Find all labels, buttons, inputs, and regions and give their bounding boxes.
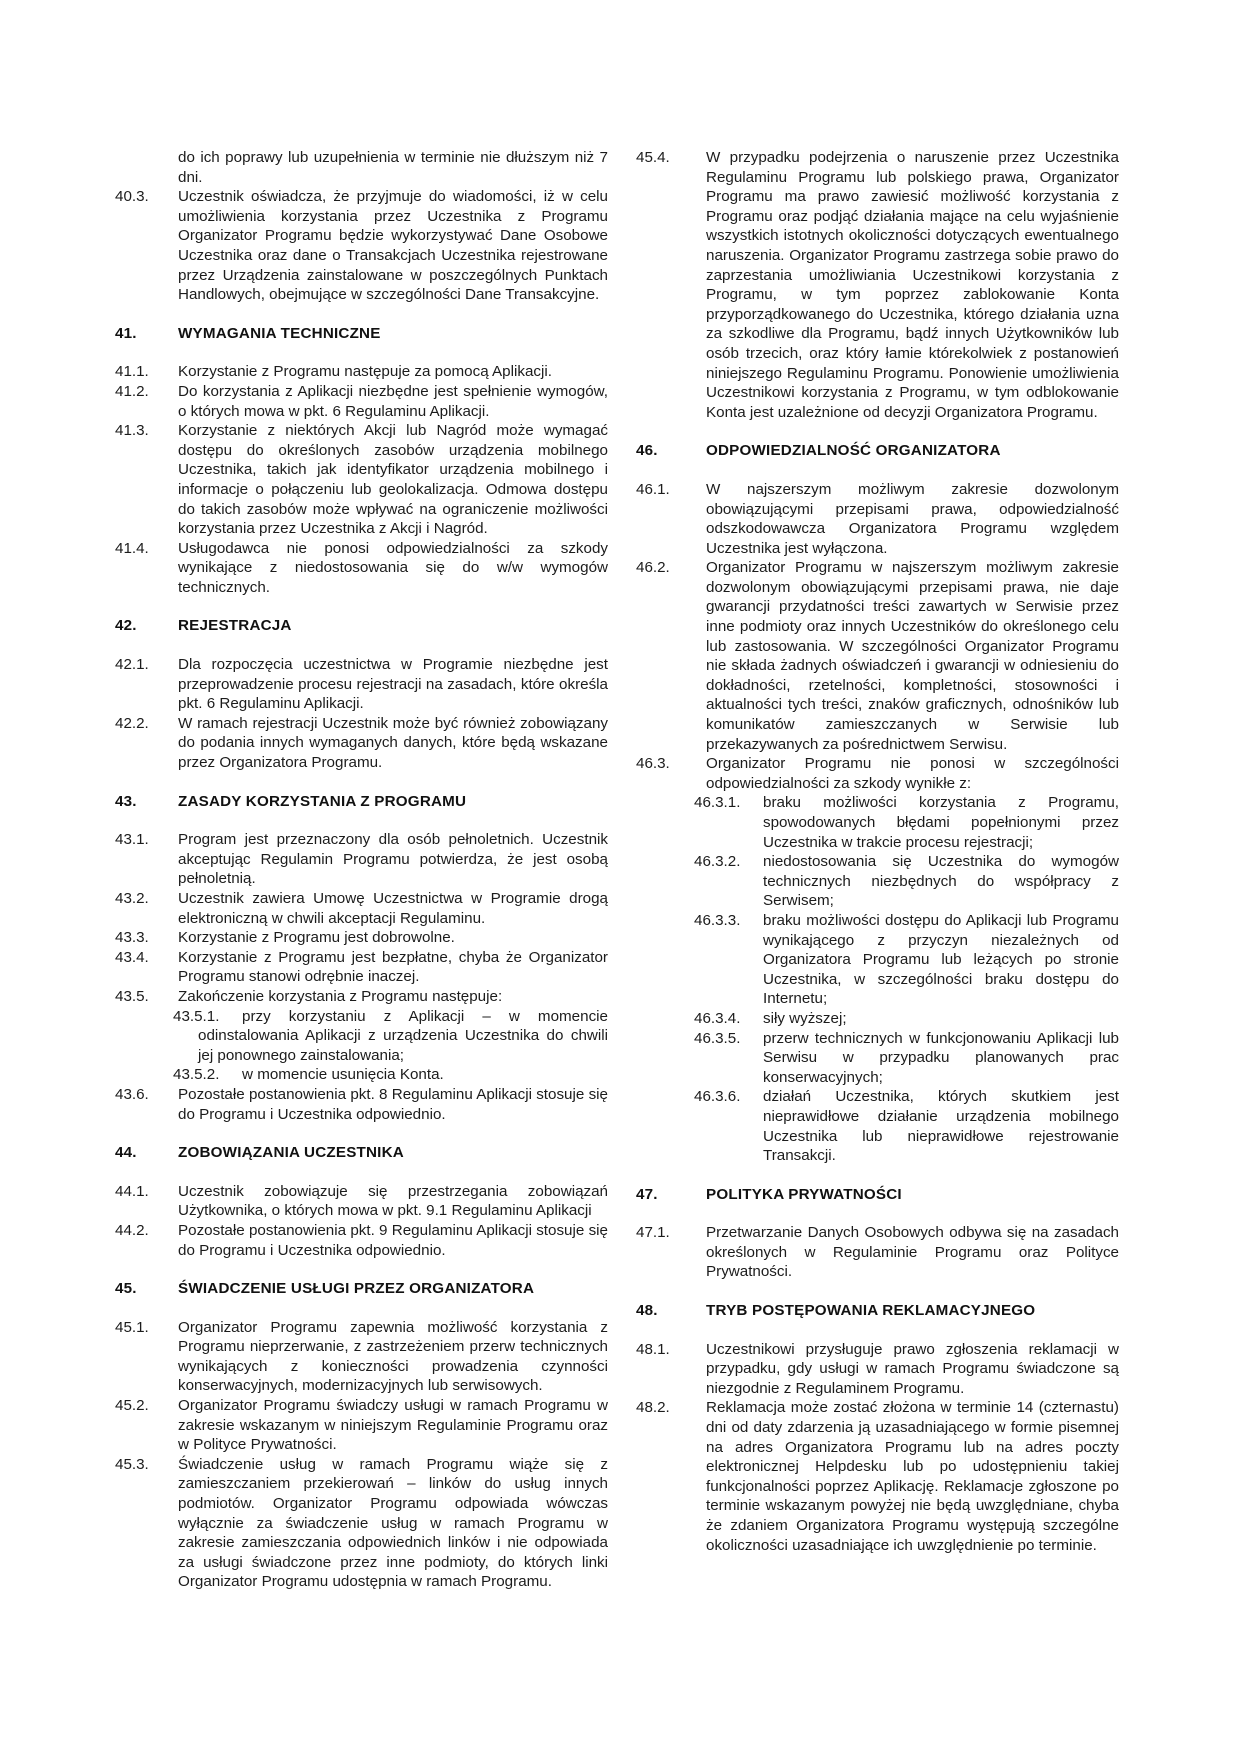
clause-text: Korzystanie z Programu następuje za pomocą Aplikacji. [178,363,552,381]
clause-text: Uczestnikowi przysługuje prawo zgłoszenia reklamacji w przypadku, gdy usługi w ramach Programu świadczone są niezgodnie z Regulaminem Programu. [706,1340,1119,1397]
subclause [173,1007,608,1066]
two-column-layout [115,148,1119,1592]
subclause-text: braku możliwości korzystania z Programu, spowodowanych błędami popełnionymi przez Uczestnika w trakcie procesu rejestracji; [763,794,1119,851]
section-number: 46. [636,442,658,460]
subclause-number: 46.3.2. [694,853,741,871]
section-number: 43. [115,792,137,810]
clause-number: 42.2. [115,714,149,732]
subclause-text: braku możliwości dostępu do Aplikacji lub Programu wynikającego z przyczyn niezależnych od Organizatora Programu lub leżących po stronie Uczestnika, w szczególności braku dostępu do Internetu; [763,911,1119,1008]
clause [115,382,608,421]
clause [115,928,608,948]
subclause-text: w momencie usunięcia Konta. [242,1066,444,1084]
section-heading [636,1185,1119,1205]
clause-number: 41.3. [115,422,149,440]
clause-number: 46.2. [636,559,670,577]
clause-text: Organizator Programu w najszerszym możliwym zakresie dozwolonym obowiązującymi przepisami prawa, nie daje gwarancji przydatności treści zawartych w Serwisie przez inne podmioty oraz innych Uczestników do określonego celu lub zastosowania. W szczególności Organizator Programu nie składa żadnych oświadczeń i gwarancji w odniesieniu do dokładności, rzetelności, kompletności, stosowności i aktualności tych treści, znaków graficznych, odnośników lub komunikatów zamieszczanych w Serwisie lub przekazywanych za pośrednictwem Serwisu. [706,559,1119,753]
section-number: 48. [636,1302,658,1320]
clause [115,830,608,889]
section-number: 41. [115,324,137,342]
section-heading [115,616,608,636]
clause-text: W przypadku podejrzenia o naruszenie przez Uczestnika Regulaminu Programu lub polskiego prawa, Organizator Programu ma prawo zawiesić możliwość korzystania z Programu oraz podjąć działania mające na celu wyjaśnienie wszystkich istotnych okoliczności dotyczących ewentualnego naruszenia. Organizator Programu zastrzega sobie prawo do zaprzestania umożliwiania Uczestnikowi korzystania z Programu, w tym poprzez zablokowanie Konta przyporządkowanego do Uczestnika, którego działania uzna za szkodliwe dla Programu, bądź innych Użytkowników lub osób trzecich, oraz który łamie którekolwiek z postanowień niniejszego Regulaminu Programu. Ponowienie umożliwienia Uczestnikowi korzystania z Programu, w tym odblokowanie Konta jest uzależnione od decyzji Organizatora Programu. [706,149,1119,421]
clause-number: 45.1. [115,1318,149,1336]
clause-number: 41.4. [115,539,149,557]
section-heading [115,1143,608,1163]
clause [636,1340,1119,1399]
clause-number: 48.2. [636,1399,670,1417]
clause [636,754,1119,793]
subclause-number: 46.3.6. [694,1088,741,1106]
subclause-number: 46.3.4. [694,1009,741,1027]
clause-number: 43.4. [115,948,149,966]
clause [115,987,608,1007]
subclause [694,1009,1119,1029]
subclause [694,793,1119,852]
subclause-text: siły wyższej; [763,1009,847,1027]
clause-number: 44.1. [115,1182,149,1200]
section-number: 44. [115,1144,137,1162]
clause-number: 41.1. [115,363,149,381]
clause-text: Organizator Programu świadczy usługi w ramach Programu w zakresie wskazanym w niniejszym Regulaminie Programu oraz w Polityce Prywatności. [178,1397,608,1454]
clause-number: 43.2. [115,890,149,907]
clause-number: 43.3. [115,929,149,947]
section-title: POLITYKA PRYWATNOŚCI [706,1185,902,1203]
section-heading [115,324,608,344]
clause [636,148,1119,422]
clause-number [115,148,178,187]
clause-text: Uczestnik zobowiązuje się przestrzegania zobowiązań Użytkownika, o których mowa w pkt. 9.1 Regulaminu Aplikacji [178,1182,608,1220]
clause-text: Korzystanie z Programu jest dobrowolne. [178,929,455,947]
clause-number: 42.1. [115,656,149,674]
clause-text: Reklamacja może zostać złożona w terminie 14 (czternastu) dni od daty zdarzenia ją uzasadniającego w formie pisemnej na adres Organizatora Programu lub na adres poczty elektronicznej Helpdesku lub po udostępnieniu takiej funkcjonalności poprzez Aplikację. Reklamacje zgłoszone po terminie wskazanym powyżej nie będą uwzględniane, chyba że zdaniem Organizatora Programu występują szczególne okoliczności uzasadniające ich uwzględnienie po terminie. [706,1399,1119,1554]
clause [115,714,608,773]
clause-number: 40.3. [115,188,149,206]
clause-text: Program jest przeznaczony dla osób pełnoletnich. Uczestnik akceptując Regulamin Programu potwierdza, że jest osobą pełnoletnią. [178,831,608,888]
section-title: TRYB POSTĘPOWANIA REKLAMACYJNEGO [706,1302,1036,1320]
clause [636,1223,1119,1282]
section-number: 47. [636,1185,658,1203]
clause [115,1221,608,1260]
clause-number: 46.3. [636,755,670,773]
clause [115,1396,608,1455]
subclause [694,1087,1119,1165]
section-heading [636,1301,1119,1321]
clause [115,655,608,714]
clause [115,148,608,187]
clause-text: Usługodawca nie ponosi odpowiedzialności za szkody wynikające z niedostosowania się do w/w wymogów technicznych. [178,539,608,596]
clause-text: Uczestnik zawiera Umowę Uczestnictwa w Programie drogą elektroniczną w chwili akceptacji Regulaminu. [178,890,608,927]
right-column [636,148,1119,1592]
clause-number: 45.2. [115,1397,149,1415]
clause [115,1085,608,1124]
section-heading [115,1279,608,1299]
clause [636,480,1119,558]
clause [115,948,608,987]
clause-number: 43.6. [115,1085,149,1103]
clause [636,558,1119,754]
clause-number: 43.1. [115,831,149,849]
subclause-number: 46.3.5. [694,1029,741,1047]
section-heading [115,792,608,812]
clause-text: Pozostałe postanowienia pkt. 9 Regulaminu Aplikacji stosuje się do Programu i Uczestnika odpowiednio. [178,1221,608,1259]
left-column [115,148,608,1592]
clause-number: 44.2. [115,1221,149,1239]
subclause-text: przy korzystaniu z Aplikacji – w momencie odinstalowania Aplikacji z urządzenia Uczestnika do chwili jej ponownego zainstalowania; [198,1007,608,1064]
clause-number: 45.4. [636,149,670,166]
clause-text: Uczestnik oświadcza, że przyjmuje do wiadomości, iż w celu umożliwienia korzystania przez Uczestnika z Programu Organizator Programu będzie wykorzystywać Dane Osobowe Uczestnika oraz dane o Transakcjach Uczestnika rejestrowane przez Urządzenia zainstalowane w poszczególnych Punktach Handlowych, obejmujące w szczególności Dane Transakcyjne. [178,188,608,304]
section-title: WYMAGANIA TECHNICZNE [178,324,381,342]
clause-text: W najszerszym możliwym zakresie dozwolonym obowiązującymi przepisami prawa, odpowiedzialność odszkodowawcza Organizatora Programu względem Uczestnika jest wyłączona. [706,480,1119,557]
clause-text: Korzystanie z niektórych Akcji lub Nagród może wymagać dostępu do określonych zasobów urządzenia mobilnego Uczestnika, takich jak identyfikator urządzenia mobilnego i informacje o połączeniu lub geolokalizacja. Odmowa dostępu do takich zasobów może wpływać na ograniczenie możliwości korzystania przez Uczestnika z Akcji i Nagród. [178,422,608,538]
subclause-text: niedostosowania się Uczestnika do wymogów technicznych niezbędnych do współpracy z Serwisem; [763,853,1119,910]
subclause [694,911,1119,1009]
clause-number: 48.1. [636,1340,670,1358]
clause-text: do ich poprawy lub uzupełnienia w terminie nie dłuższym niż 7 dni. [178,149,608,186]
subclause [173,1065,608,1085]
clause-text: Korzystanie z Programu jest bezpłatne, chyba że Organizator Programu stanowi odrębnie inaczej. [178,948,608,986]
clause-text: Pozostałe postanowienia pkt. 8 Regulaminu Aplikacji stosuje się do Programu i Uczestnika odpowiednio. [178,1085,608,1123]
clause [115,187,608,305]
clause-number: 45.3. [115,1455,149,1473]
section-title: ŚWIADCZENIE USŁUGI PRZEZ ORGANIZATORA [178,1280,535,1298]
clause-number: 41.2. [115,382,149,400]
clause-text: Organizator Programu nie ponosi w szczególności odpowiedzialności za szkody wynikłe z: [706,755,1119,792]
clause [115,539,608,598]
clause [115,362,608,382]
section-number: 42. [115,617,137,635]
section-title: ZOBOWIĄZANIA UCZESTNIKA [178,1144,404,1162]
subclause-number: 46.3.1. [694,794,741,812]
subclause-number: 46.3.3. [694,911,741,929]
subclause [694,1029,1119,1088]
clause-text: Dla rozpoczęcia uczestnictwa w Programie niezbędne jest przeprowadzenie procesu rejestracji na zasadach, które określa pkt. 6 Regulaminu Aplikacji. [178,656,608,713]
clause [115,1182,608,1221]
clause [115,1318,608,1396]
clause-text: Organizator Programu zapewnia możliwość korzystania z Programu nieprzerwanie, z zastrzeżeniem przerw technicznych wynikających z konieczności prowadzenia czynności konserwacyjnych, modernizacyjnych lub serwisowych. [178,1318,608,1395]
clause-text: Do korzystania z Aplikacji niezbędne jest spełnienie wymogów, o których mowa w pkt. 6 Regulaminu Aplikacji. [178,382,608,420]
section-title: ODPOWIEDZIALNOŚĆ ORGANIZATORA [706,442,1001,460]
section-heading [636,441,1119,461]
clause-number: 46.1. [636,480,670,498]
subclause-number: 43.5.2. [173,1066,220,1084]
section-number: 45. [115,1280,137,1298]
clause-text: Zakończenie korzystania z Programu następuje: [178,987,503,1005]
subclause-number: 43.5.1. [173,1007,220,1025]
clause-text: Świadczenie usług w ramach Programu wiąże się z zamieszczaniem przekierowań – linków do usług innych podmiotów. Organizator Programu odpowiada wówczas wyłącznie za świadczenie usług w ramach Programu w zakresie zamieszczania odpowiednich linków i nie odpowiada za usługi świadczone przez inne podmioty, do których linki Organizator Programu udostępnia w ramach Programu. [178,1455,608,1591]
section-title: REJESTRACJA [178,617,292,635]
clause [115,889,608,928]
clause [636,1398,1119,1555]
section-title: ZASADY KORZYSTANIA Z PROGRAMU [178,792,467,810]
subclause-text: działań Uczestnika, których skutkiem jest nieprawidłowe działanie urządzenia mobilnego Uczestnika lub nieprawidłowe rejestrowanie Transakcji. [763,1088,1119,1165]
clause-number: 43.5. [115,987,149,1005]
clause [115,421,608,539]
clause-number: 47.1. [636,1224,670,1242]
subclause [694,852,1119,911]
subclause-text: przerw technicznych w funkcjonowaniu Aplikacji lub Serwisu w przypadku planowanych prac konserwacyjnych; [763,1029,1119,1086]
clause [115,1455,608,1592]
clause-text: Przetwarzanie Danych Osobowych odbywa się na zasadach określonych w Regulaminie Programu oraz Polityce Prywatności. [706,1224,1119,1281]
clause-text: W ramach rejestracji Uczestnik może być również zobowiązany do podania innych wymaganych danych, które będą wskazane przez Organizatora Programu. [178,714,608,772]
